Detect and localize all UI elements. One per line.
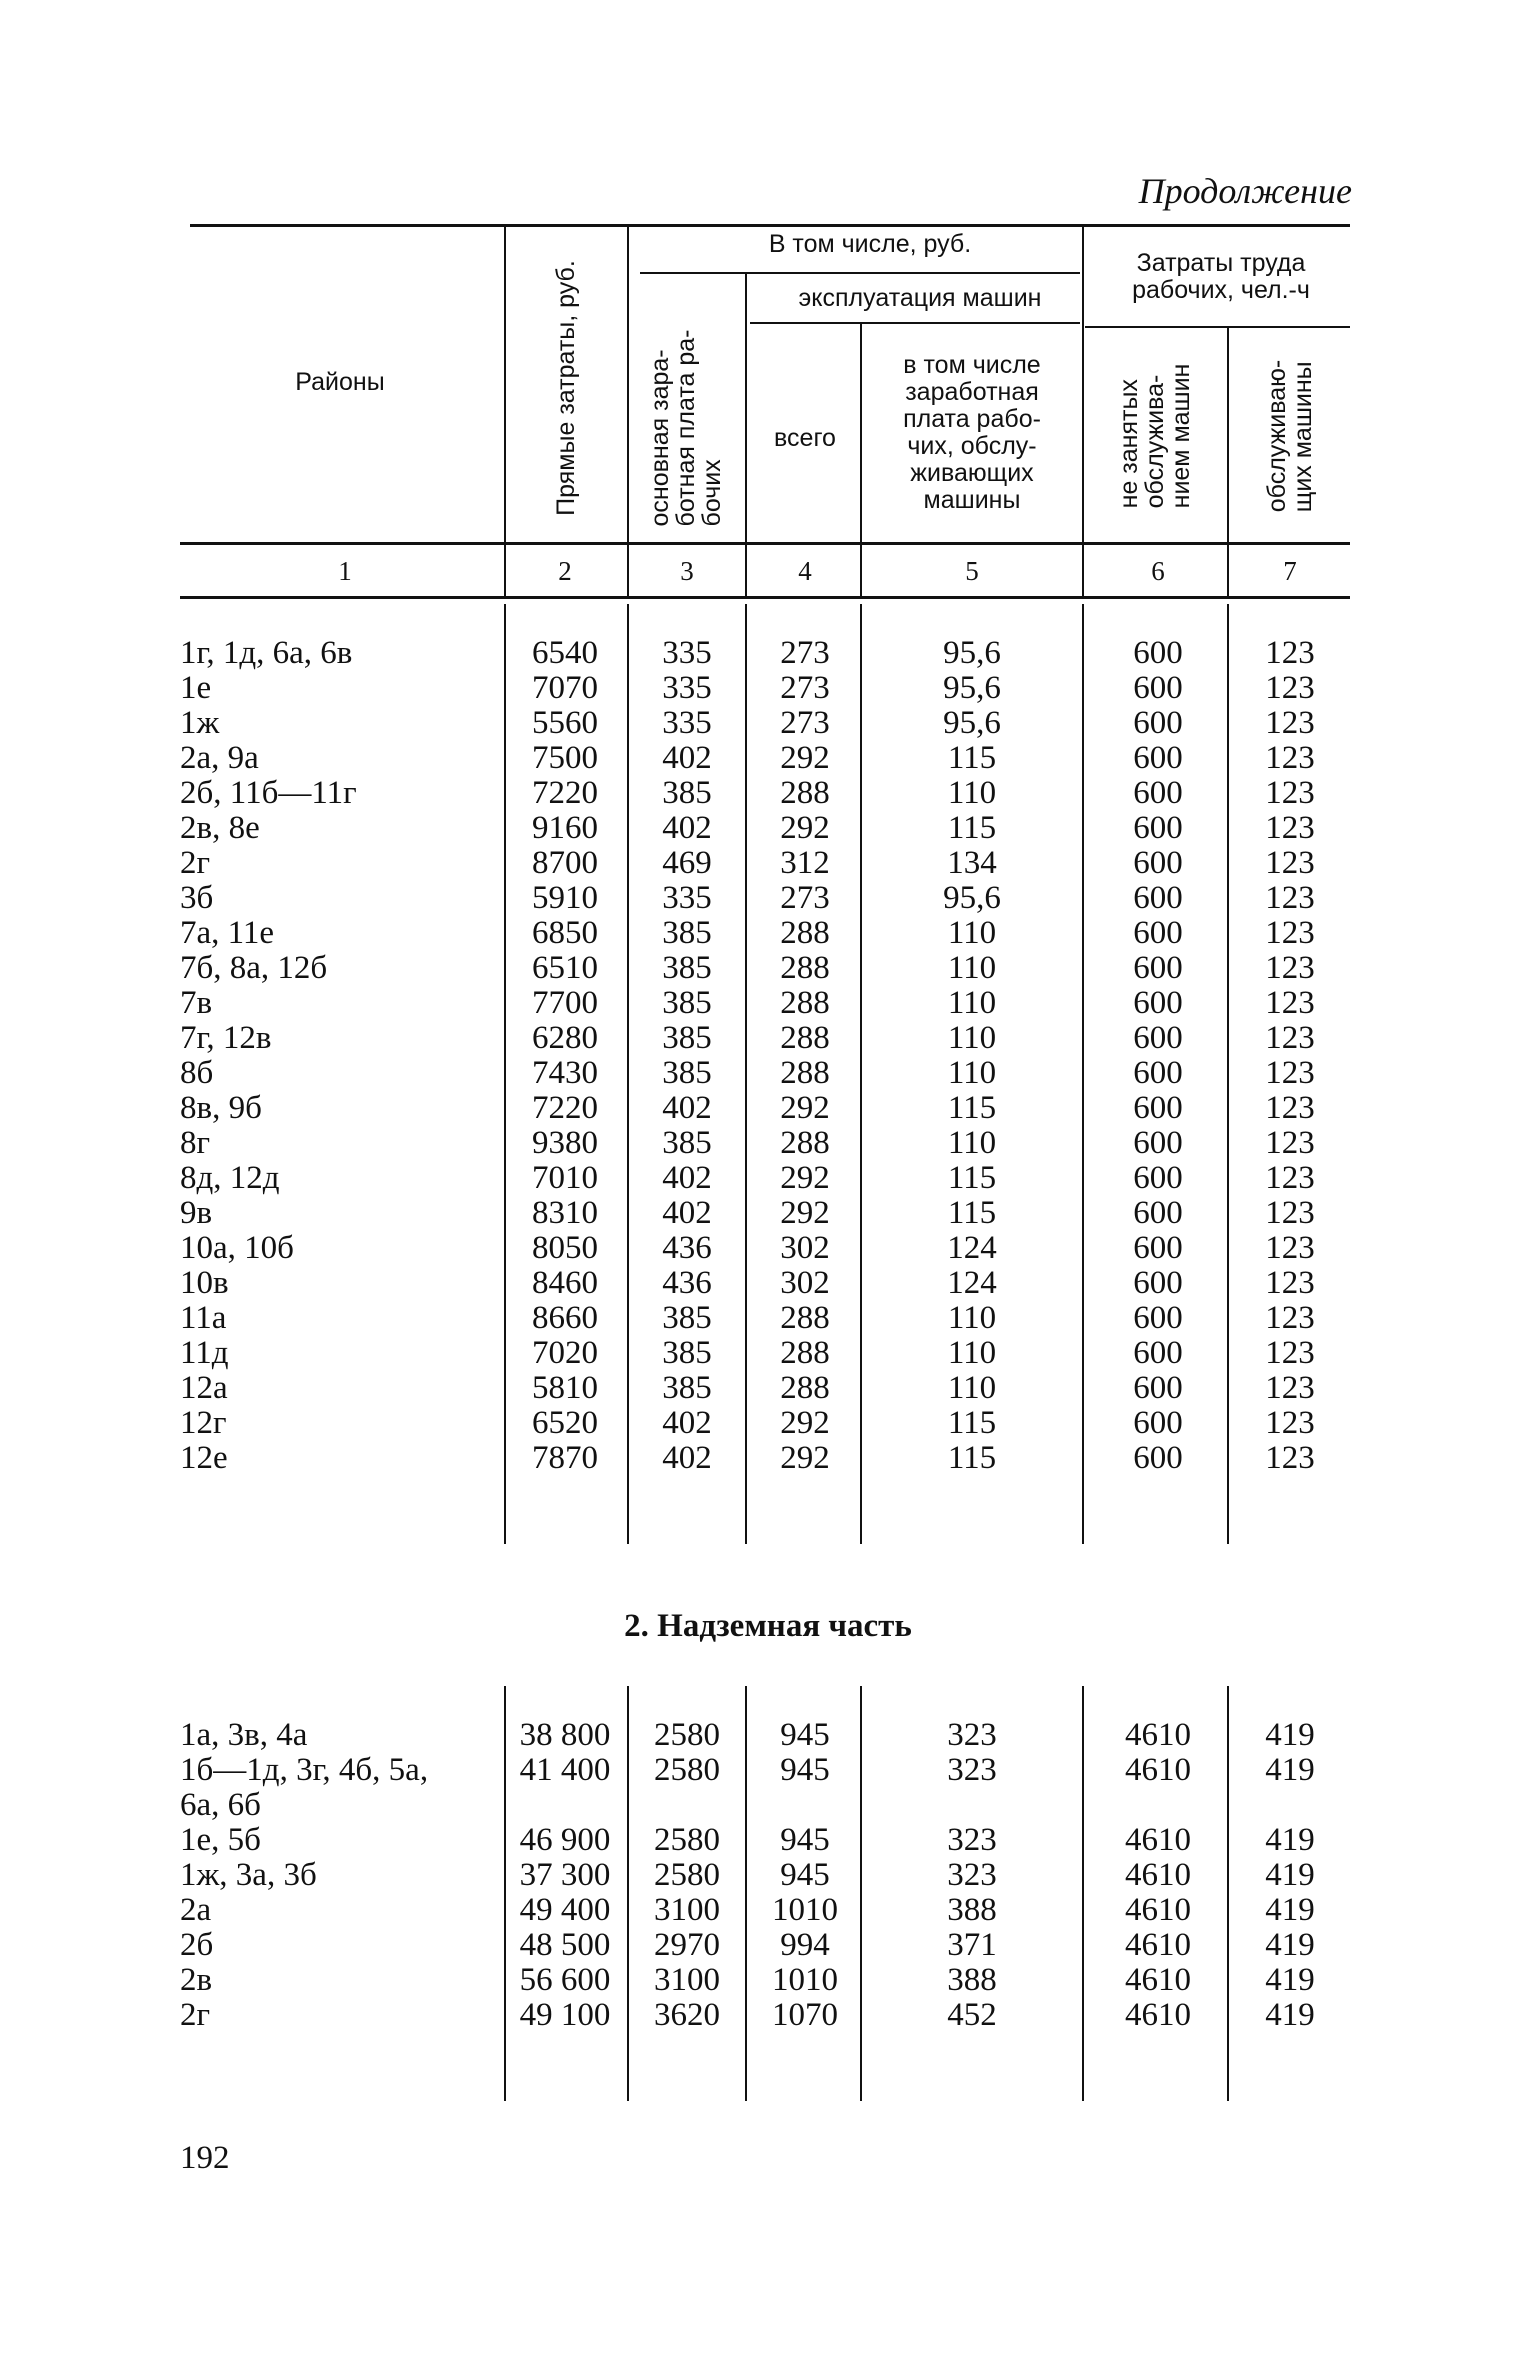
value-cell-col4: 288 xyxy=(780,1055,830,1091)
table-row xyxy=(0,1161,1536,1196)
value-cell-col7: 123 xyxy=(1265,1020,1315,1056)
value-cell-col5: 110 xyxy=(947,1125,997,1161)
value-cell-col5: 110 xyxy=(947,1020,997,1056)
value-cell-col4: 288 xyxy=(780,950,830,986)
value-cell-col7: 419 xyxy=(1265,1997,1315,2033)
table-row xyxy=(0,706,1536,741)
colnum-6: 6 xyxy=(1151,556,1165,586)
district-cell: 9в xyxy=(180,1195,213,1231)
value-cell-col4: 288 xyxy=(780,985,830,1021)
value-cell-col2: 7010 xyxy=(532,1160,598,1196)
table-row xyxy=(0,741,1536,776)
value-cell-col2: 7700 xyxy=(532,985,598,1021)
value-cell-col6: 600 xyxy=(1133,1335,1183,1371)
value-cell-col5: 371 xyxy=(947,1927,997,1963)
value-cell-col3: 385 xyxy=(662,1055,712,1091)
value-cell-col2: 7070 xyxy=(532,670,598,706)
value-cell-col3: 385 xyxy=(662,775,712,811)
value-cell-col3: 402 xyxy=(662,1195,712,1231)
value-cell-col6: 600 xyxy=(1133,1300,1183,1336)
table-row xyxy=(0,1301,1536,1336)
value-cell-col2: 6520 xyxy=(532,1405,598,1441)
value-cell-col7: 123 xyxy=(1265,1090,1315,1126)
value-cell-col2: 48 500 xyxy=(519,1927,611,1963)
table-row xyxy=(0,671,1536,706)
value-cell-col3: 402 xyxy=(662,810,712,846)
value-cell-col5: 115 xyxy=(947,1440,997,1476)
value-cell-col2: 46 900 xyxy=(519,1822,611,1858)
header-vline-1 xyxy=(504,224,506,596)
district-cell: 2г xyxy=(180,1997,211,2033)
table-row xyxy=(0,881,1536,916)
header-districts: Районы xyxy=(295,368,385,396)
value-cell-col2: 5560 xyxy=(532,705,598,741)
value-cell-col4: 288 xyxy=(780,775,830,811)
header-rule-labor xyxy=(1085,326,1350,328)
district-cell: 2б, 11б—11г xyxy=(180,775,357,811)
value-cell-col3: 402 xyxy=(662,1160,712,1196)
value-cell-col7: 123 xyxy=(1265,915,1315,951)
value-cell-col3: 2580 xyxy=(654,1752,720,1788)
value-cell-col5: 95,6 xyxy=(943,670,1001,706)
colnum-1: 1 xyxy=(338,556,352,586)
value-cell-col2: 6540 xyxy=(532,635,598,671)
value-cell-col5: 110 xyxy=(947,1055,997,1091)
value-cell-col2: 7220 xyxy=(532,775,598,811)
district-cell: 2в xyxy=(180,1962,213,1998)
table-row xyxy=(0,1893,1536,1928)
value-cell-col4: 273 xyxy=(780,880,830,916)
district-cell: 6а, 6б xyxy=(180,1787,261,1823)
district-cell: 3б xyxy=(180,880,214,916)
value-cell-col6: 600 xyxy=(1133,1055,1183,1091)
value-cell-col4: 288 xyxy=(780,1300,830,1336)
value-cell-col6: 600 xyxy=(1133,880,1183,916)
value-cell-col4: 288 xyxy=(780,1335,830,1371)
value-cell-col7: 123 xyxy=(1265,670,1315,706)
value-cell-col3: 402 xyxy=(662,1440,712,1476)
table-row xyxy=(0,1928,1536,1963)
value-cell-col7: 123 xyxy=(1265,740,1315,776)
value-cell-col5: 115 xyxy=(947,1160,997,1196)
header-not-operating: не занятых обслужива- нием машин xyxy=(1115,363,1195,509)
header-vline-4 xyxy=(860,322,862,596)
value-cell-col6: 4610 xyxy=(1125,1822,1191,1858)
value-cell-col5: 110 xyxy=(947,915,997,951)
value-cell-col3: 2580 xyxy=(654,1822,720,1858)
value-cell-col3: 402 xyxy=(662,740,712,776)
table-row xyxy=(0,916,1536,951)
value-cell-col2: 49 100 xyxy=(519,1997,611,2033)
value-cell-col2: 9380 xyxy=(532,1125,598,1161)
district-cell: 12е xyxy=(180,1440,228,1476)
value-cell-col6: 600 xyxy=(1133,1405,1183,1441)
district-cell: 2в, 8е xyxy=(180,810,260,846)
value-cell-col7: 123 xyxy=(1265,705,1315,741)
district-cell: 1ж xyxy=(180,705,220,741)
district-cell: 2а, 9а xyxy=(180,740,259,776)
value-cell-col3: 385 xyxy=(662,915,712,951)
value-cell-col7: 123 xyxy=(1265,1300,1315,1336)
table-row xyxy=(0,1788,1536,1823)
value-cell-col2: 37 300 xyxy=(519,1857,611,1893)
table-row xyxy=(0,1336,1536,1371)
header-rule-including xyxy=(640,272,1080,274)
value-cell-col3: 2970 xyxy=(654,1927,720,1963)
value-cell-col4: 1010 xyxy=(772,1892,838,1928)
value-cell-col4: 273 xyxy=(780,705,830,741)
district-cell: 1г, 1д, 6а, 6в xyxy=(180,635,353,671)
value-cell-col5: 323 xyxy=(947,1752,997,1788)
value-cell-col4: 292 xyxy=(780,1090,830,1126)
continuation-label: Продолжение xyxy=(1138,171,1352,211)
value-cell-col6: 4610 xyxy=(1125,1927,1191,1963)
value-cell-col4: 945 xyxy=(780,1822,830,1858)
header-vline-2 xyxy=(627,224,629,596)
value-cell-col6: 600 xyxy=(1133,1230,1183,1266)
value-cell-col3: 436 xyxy=(662,1265,712,1301)
value-cell-col5: 115 xyxy=(947,1405,997,1441)
value-cell-col7: 123 xyxy=(1265,845,1315,881)
district-cell: 2б xyxy=(180,1927,214,1963)
value-cell-col3: 385 xyxy=(662,1335,712,1371)
value-cell-col5: 323 xyxy=(947,1857,997,1893)
value-cell-col6: 4610 xyxy=(1125,1997,1191,2033)
district-cell: 2г xyxy=(180,845,211,881)
value-cell-col6: 600 xyxy=(1133,705,1183,741)
value-cell-col7: 123 xyxy=(1265,635,1315,671)
value-cell-col3: 3100 xyxy=(654,1962,720,1998)
value-cell-col3: 385 xyxy=(662,1125,712,1161)
header-labor-costs: Затраты труда рабочих, чел.-ч xyxy=(1132,249,1310,304)
district-cell: 8г xyxy=(180,1125,211,1161)
value-cell-col6: 4610 xyxy=(1125,1752,1191,1788)
value-cell-col5: 124 xyxy=(947,1265,997,1301)
value-cell-col7: 419 xyxy=(1265,1927,1315,1963)
value-cell-col6: 600 xyxy=(1133,1265,1183,1301)
value-cell-col7: 123 xyxy=(1265,1440,1315,1476)
value-cell-col4: 302 xyxy=(780,1230,830,1266)
header-vline-6 xyxy=(1227,326,1229,596)
table-row xyxy=(0,1998,1536,2033)
value-cell-col4: 292 xyxy=(780,1195,830,1231)
value-cell-col2: 8310 xyxy=(532,1195,598,1231)
district-cell: 11а xyxy=(180,1300,227,1336)
header-operating: обслуживаю- щих машины xyxy=(1263,359,1317,513)
colnum-bottom-rule xyxy=(180,596,1350,599)
table-row xyxy=(0,1718,1536,1753)
table-row xyxy=(0,1406,1536,1441)
table-row xyxy=(0,1963,1536,1998)
value-cell-col5: 110 xyxy=(947,1370,997,1406)
value-cell-col6: 600 xyxy=(1133,915,1183,951)
district-cell: 8д, 12д xyxy=(180,1160,280,1196)
value-cell-col6: 600 xyxy=(1133,1440,1183,1476)
value-cell-col5: 124 xyxy=(947,1230,997,1266)
value-cell-col6: 4610 xyxy=(1125,1717,1191,1753)
value-cell-col3: 2580 xyxy=(654,1717,720,1753)
value-cell-col7: 123 xyxy=(1265,1160,1315,1196)
value-cell-col4: 273 xyxy=(780,670,830,706)
value-cell-col3: 335 xyxy=(662,705,712,741)
value-cell-col3: 335 xyxy=(662,670,712,706)
value-cell-col5: 115 xyxy=(947,1090,997,1126)
value-cell-col3: 385 xyxy=(662,1020,712,1056)
value-cell-col5: 323 xyxy=(947,1822,997,1858)
district-cell: 2а xyxy=(180,1892,212,1928)
table-row xyxy=(0,1196,1536,1231)
header-rule-machines xyxy=(750,322,1080,324)
colnum-7: 7 xyxy=(1283,556,1297,586)
table-row xyxy=(0,1056,1536,1091)
value-cell-col2: 5910 xyxy=(532,880,598,916)
value-cell-col6: 600 xyxy=(1133,635,1183,671)
header-bottom-rule xyxy=(180,542,1350,545)
table-row xyxy=(0,1371,1536,1406)
table-row xyxy=(0,846,1536,881)
value-cell-col5: 95,6 xyxy=(943,705,1001,741)
value-cell-col2: 7220 xyxy=(532,1090,598,1126)
value-cell-col3: 469 xyxy=(662,845,712,881)
district-cell: 7б, 8а, 12б xyxy=(180,950,328,986)
value-cell-col4: 288 xyxy=(780,1370,830,1406)
district-cell: 8б xyxy=(180,1055,214,1091)
header-direct-costs: Прямые затраты, руб. xyxy=(552,260,580,516)
value-cell-col6: 600 xyxy=(1133,1195,1183,1231)
value-cell-col2: 8660 xyxy=(532,1300,598,1336)
value-cell-col3: 335 xyxy=(662,880,712,916)
value-cell-col4: 292 xyxy=(780,740,830,776)
value-cell-col5: 388 xyxy=(947,1962,997,1998)
value-cell-col6: 600 xyxy=(1133,670,1183,706)
value-cell-col7: 419 xyxy=(1265,1892,1315,1928)
district-cell: 12г xyxy=(180,1405,227,1441)
table-row xyxy=(0,776,1536,811)
value-cell-col3: 385 xyxy=(662,985,712,1021)
value-cell-col7: 123 xyxy=(1265,775,1315,811)
value-cell-col5: 95,6 xyxy=(943,635,1001,671)
value-cell-col3: 2580 xyxy=(654,1857,720,1893)
table-row xyxy=(0,986,1536,1021)
colnum-2: 2 xyxy=(558,556,572,586)
value-cell-col5: 110 xyxy=(947,775,997,811)
value-cell-col7: 419 xyxy=(1265,1822,1315,1858)
table-row xyxy=(0,1126,1536,1161)
value-cell-col2: 6850 xyxy=(532,915,598,951)
value-cell-col7: 123 xyxy=(1265,985,1315,1021)
district-cell: 7а, 11е xyxy=(180,915,275,951)
header-total: всего xyxy=(774,424,836,452)
section2-title: 2. Надземная часть xyxy=(624,1608,912,1644)
header-including: В том числе, руб. xyxy=(768,230,972,258)
value-cell-col6: 600 xyxy=(1133,1160,1183,1196)
value-cell-col2: 49 400 xyxy=(519,1892,611,1928)
table-row xyxy=(0,1091,1536,1126)
district-cell: 7в xyxy=(180,985,213,1021)
value-cell-col4: 288 xyxy=(780,1020,830,1056)
value-cell-col5: 110 xyxy=(947,1335,997,1371)
value-cell-col4: 273 xyxy=(780,635,830,671)
value-cell-col7: 123 xyxy=(1265,1370,1315,1406)
value-cell-col2: 56 600 xyxy=(519,1962,611,1998)
value-cell-col4: 292 xyxy=(780,1405,830,1441)
colnum-5: 5 xyxy=(965,556,979,586)
table-row xyxy=(0,1231,1536,1266)
value-cell-col3: 436 xyxy=(662,1230,712,1266)
value-cell-col2: 8460 xyxy=(532,1265,598,1301)
value-cell-col2: 6510 xyxy=(532,950,598,986)
value-cell-col7: 123 xyxy=(1265,1125,1315,1161)
value-cell-col6: 600 xyxy=(1133,810,1183,846)
page-number: 192 xyxy=(180,2140,230,2176)
value-cell-col2: 41 400 xyxy=(519,1752,611,1788)
value-cell-col4: 292 xyxy=(780,1160,830,1196)
district-cell: 1е, 5б xyxy=(180,1822,261,1858)
value-cell-col7: 419 xyxy=(1265,1857,1315,1893)
table-row xyxy=(0,636,1536,671)
value-cell-col4: 945 xyxy=(780,1752,830,1788)
table-row xyxy=(0,811,1536,846)
value-cell-col5: 110 xyxy=(947,950,997,986)
value-cell-col6: 600 xyxy=(1133,1020,1183,1056)
value-cell-col5: 95,6 xyxy=(943,880,1001,916)
value-cell-col4: 302 xyxy=(780,1265,830,1301)
header-vline-3 xyxy=(745,272,747,596)
value-cell-col3: 402 xyxy=(662,1405,712,1441)
value-cell-col7: 123 xyxy=(1265,880,1315,916)
header-top-rule xyxy=(190,224,1350,227)
value-cell-col3: 385 xyxy=(662,1370,712,1406)
value-cell-col7: 123 xyxy=(1265,950,1315,986)
value-cell-col7: 123 xyxy=(1265,1230,1315,1266)
value-cell-col6: 600 xyxy=(1133,775,1183,811)
table-row xyxy=(0,1441,1536,1476)
table-row xyxy=(0,1858,1536,1893)
value-cell-col7: 419 xyxy=(1265,1752,1315,1788)
value-cell-col3: 385 xyxy=(662,950,712,986)
value-cell-col7: 123 xyxy=(1265,1265,1315,1301)
table-row xyxy=(0,1753,1536,1788)
district-cell: 1б—1д, 3г, 4б, 5а, xyxy=(180,1752,429,1788)
value-cell-col4: 288 xyxy=(780,915,830,951)
district-cell: 8в, 9б xyxy=(180,1090,262,1126)
table-row xyxy=(0,1823,1536,1858)
value-cell-col2: 9160 xyxy=(532,810,598,846)
value-cell-col6: 600 xyxy=(1133,950,1183,986)
value-cell-col5: 115 xyxy=(947,740,997,776)
value-cell-col7: 123 xyxy=(1265,810,1315,846)
value-cell-col6: 600 xyxy=(1133,740,1183,776)
value-cell-col6: 4610 xyxy=(1125,1857,1191,1893)
value-cell-col4: 292 xyxy=(780,810,830,846)
district-cell: 11д xyxy=(180,1335,229,1371)
table-row xyxy=(0,951,1536,986)
value-cell-col2: 5810 xyxy=(532,1370,598,1406)
value-cell-col2: 7870 xyxy=(532,1440,598,1476)
value-cell-col4: 1070 xyxy=(772,1997,838,2033)
value-cell-col7: 419 xyxy=(1265,1717,1315,1753)
value-cell-col2: 7020 xyxy=(532,1335,598,1371)
value-cell-col7: 123 xyxy=(1265,1335,1315,1371)
header-machine-operation: эксплуатация машин xyxy=(798,284,1042,312)
value-cell-col4: 1010 xyxy=(772,1962,838,1998)
value-cell-col3: 335 xyxy=(662,635,712,671)
district-cell: 1е xyxy=(180,670,212,706)
value-cell-col6: 4610 xyxy=(1125,1892,1191,1928)
district-cell: 1а, 3в, 4а xyxy=(180,1717,308,1753)
value-cell-col5: 110 xyxy=(947,1300,997,1336)
value-cell-col5: 115 xyxy=(947,810,997,846)
value-cell-col2: 7430 xyxy=(532,1055,598,1091)
value-cell-col6: 600 xyxy=(1133,845,1183,881)
value-cell-col4: 312 xyxy=(780,845,830,881)
value-cell-col7: 123 xyxy=(1265,1055,1315,1091)
table-row xyxy=(0,1021,1536,1056)
value-cell-col4: 945 xyxy=(780,1857,830,1893)
value-cell-col2: 8050 xyxy=(532,1230,598,1266)
value-cell-col2: 6280 xyxy=(532,1020,598,1056)
value-cell-col2: 8700 xyxy=(532,845,598,881)
value-cell-col4: 292 xyxy=(780,1440,830,1476)
value-cell-col2: 7500 xyxy=(532,740,598,776)
district-cell: 7г, 12в xyxy=(180,1020,272,1056)
value-cell-col5: 134 xyxy=(947,845,997,881)
value-cell-col7: 419 xyxy=(1265,1962,1315,1998)
colnum-4: 4 xyxy=(798,556,812,586)
header-vline-5 xyxy=(1082,224,1084,596)
district-cell: 10а, 10б xyxy=(180,1230,294,1266)
district-cell: 1ж, 3а, 3б xyxy=(180,1857,317,1893)
district-cell: 10в xyxy=(180,1265,229,1301)
value-cell-col3: 385 xyxy=(662,1300,712,1336)
value-cell-col6: 600 xyxy=(1133,985,1183,1021)
value-cell-col7: 123 xyxy=(1265,1195,1315,1231)
value-cell-col6: 600 xyxy=(1133,1370,1183,1406)
value-cell-col3: 3100 xyxy=(654,1892,720,1928)
value-cell-col5: 115 xyxy=(947,1195,997,1231)
value-cell-col6: 600 xyxy=(1133,1090,1183,1126)
value-cell-col2: 38 800 xyxy=(519,1717,611,1753)
value-cell-col4: 994 xyxy=(780,1927,830,1963)
header-base-wage: основная зара- ботная плата ра- бочих xyxy=(646,329,726,527)
value-cell-col3: 402 xyxy=(662,1090,712,1126)
value-cell-col4: 288 xyxy=(780,1125,830,1161)
value-cell-col5: 452 xyxy=(947,1997,997,2033)
table-row xyxy=(0,1266,1536,1301)
district-cell: 12а xyxy=(180,1370,228,1406)
value-cell-col6: 4610 xyxy=(1125,1962,1191,1998)
value-cell-col3: 3620 xyxy=(654,1997,720,2033)
value-cell-col5: 110 xyxy=(947,985,997,1021)
value-cell-col6: 600 xyxy=(1133,1125,1183,1161)
value-cell-col5: 323 xyxy=(947,1717,997,1753)
value-cell-col7: 123 xyxy=(1265,1405,1315,1441)
colnum-3: 3 xyxy=(680,556,694,586)
value-cell-col5: 388 xyxy=(947,1892,997,1928)
header-incl-wage-operators: в том числе заработная плата рабо- чих, обслу- живающих машины xyxy=(903,351,1041,514)
value-cell-col4: 945 xyxy=(780,1717,830,1753)
